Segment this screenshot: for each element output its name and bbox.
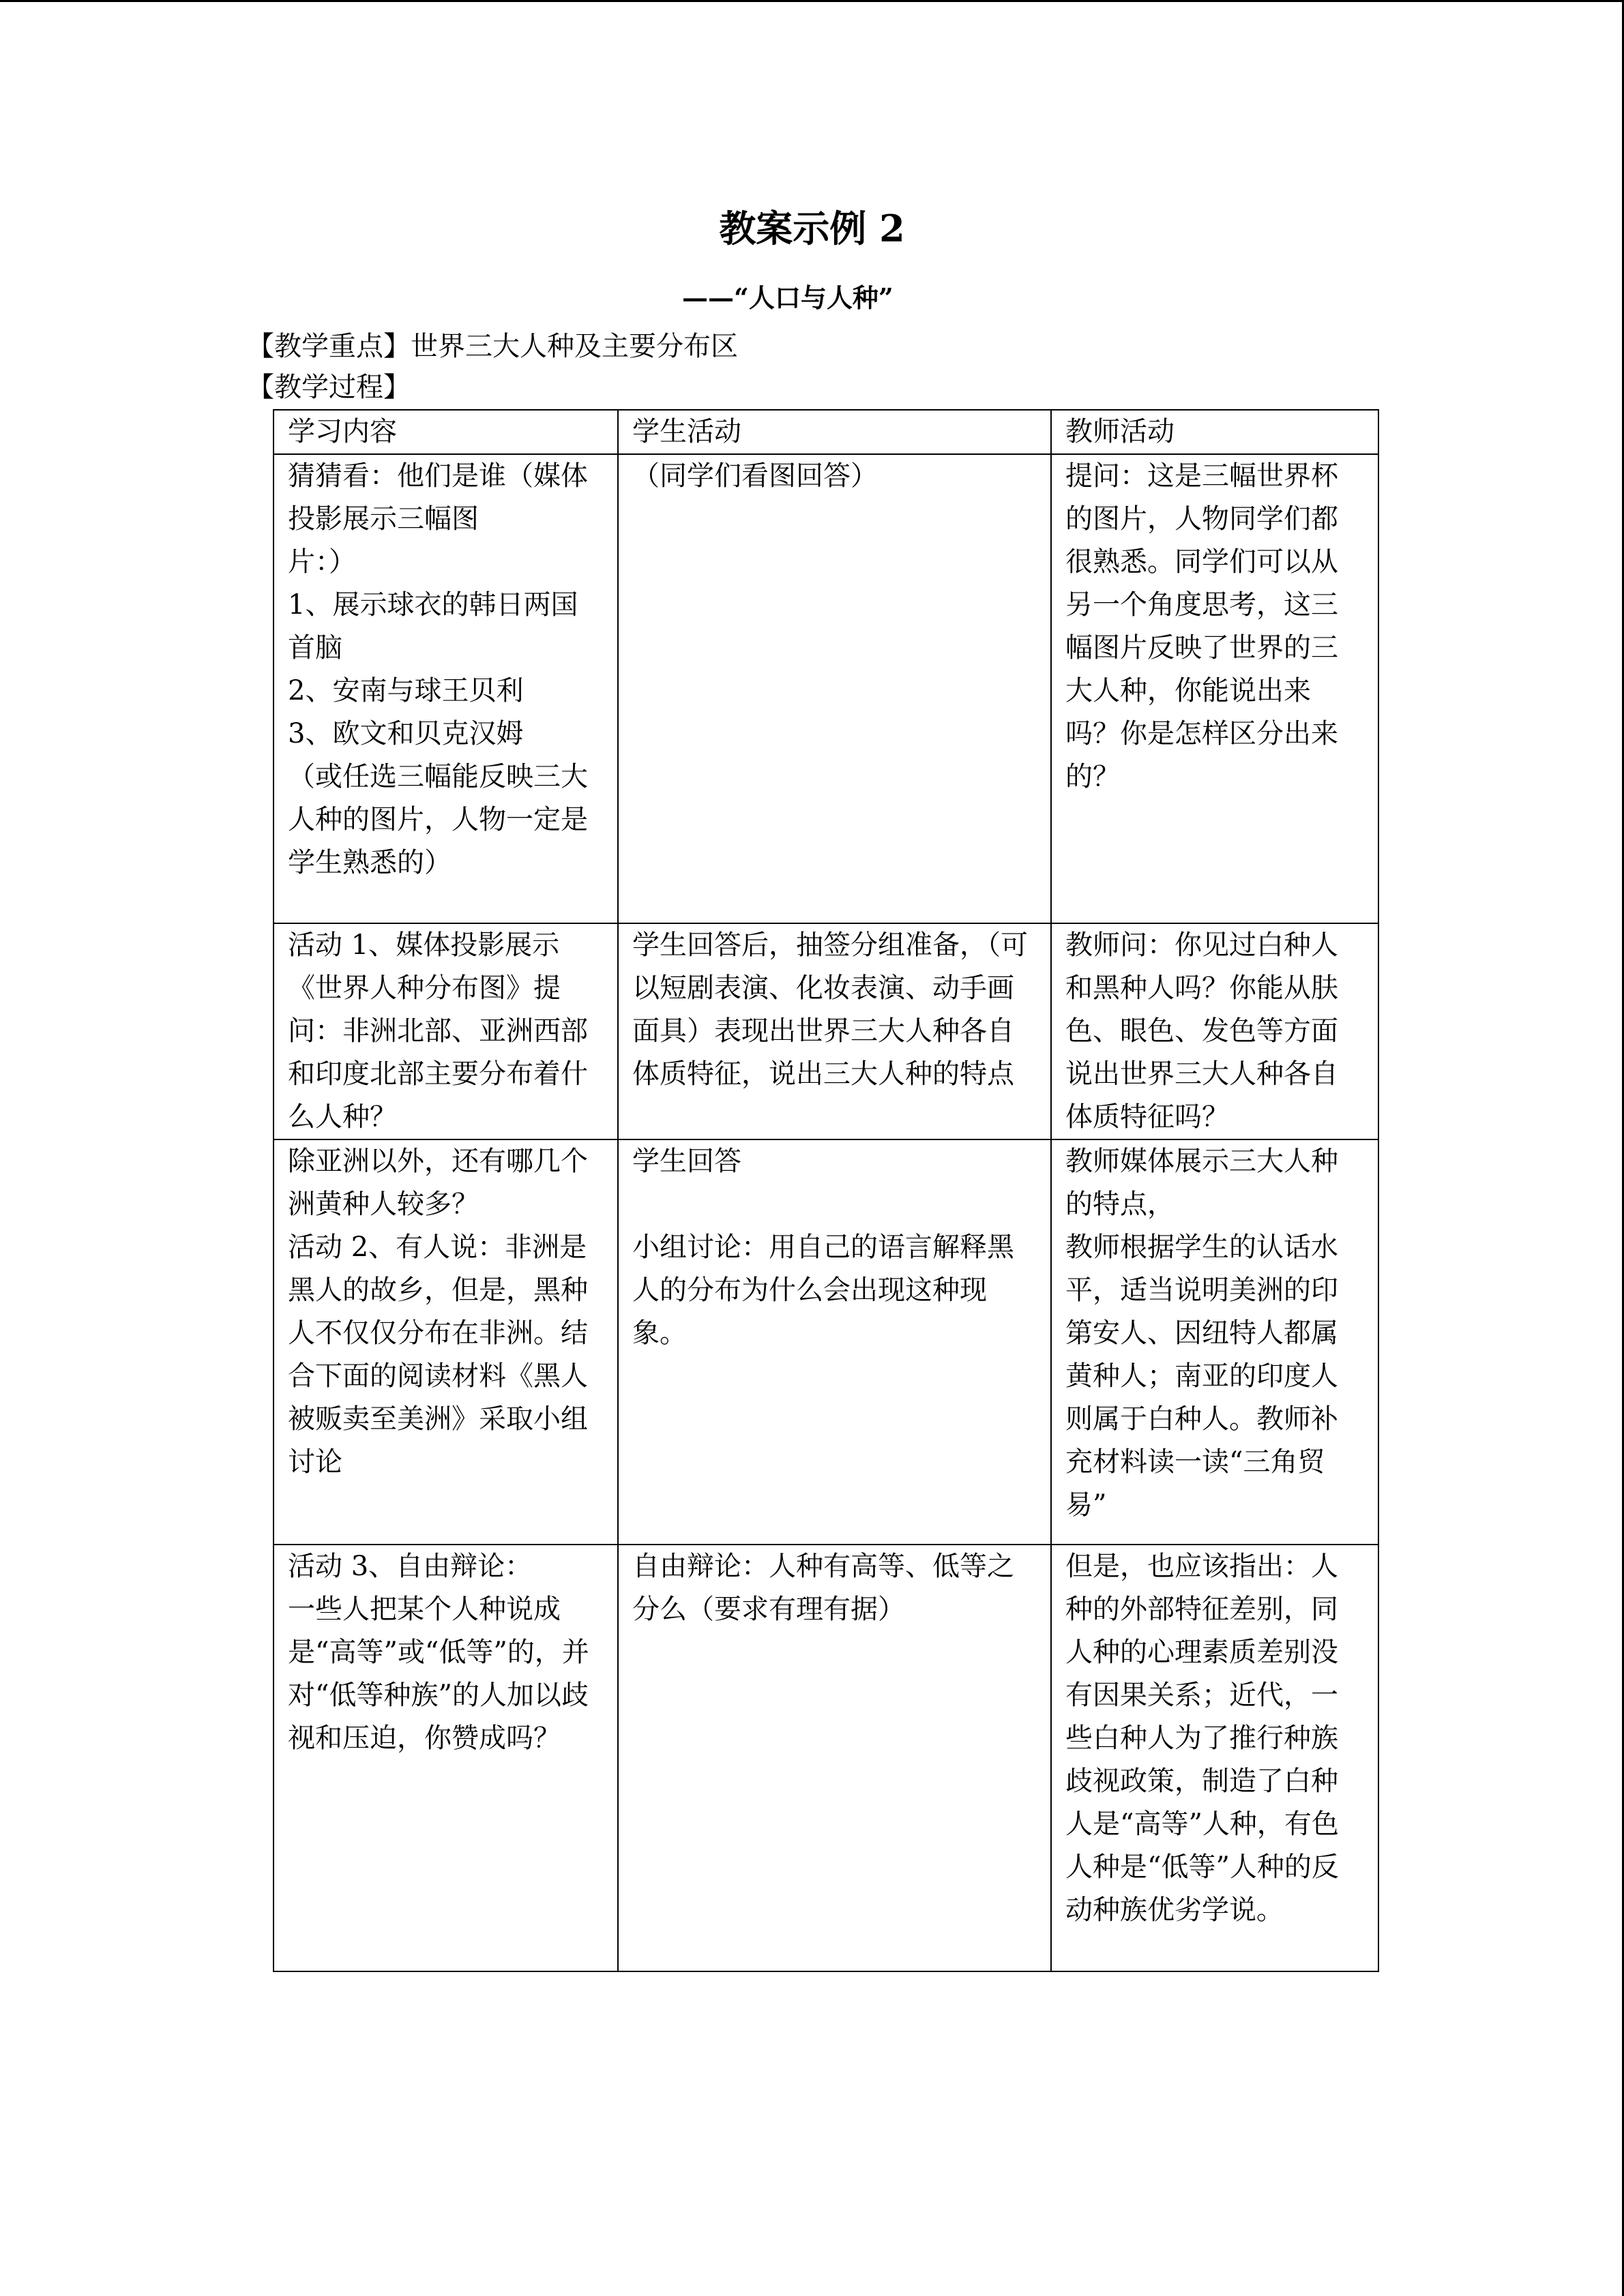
content-cell	[274, 923, 618, 1139]
content-cell	[274, 454, 618, 923]
cell-text: 活动 1、媒体投影展示《世界人种分布图》提问：非洲北部、亚洲西部和印度北部主要分布着什么人种？	[288, 929, 588, 1133]
cell-text: 活动 3、自由辩论：	[288, 1551, 533, 1582]
blank-line	[632, 1183, 1037, 1226]
cell-text: 自由辩论：人种有高等、低等之分么（要求有理有据）	[632, 1551, 1014, 1625]
cell-text: 2、安南与球王贝利	[288, 675, 524, 706]
cell-text: 3、欧文和贝克汉姆	[288, 718, 524, 749]
content-cell	[274, 1545, 618, 1971]
cell-text: 1、展示球衣的韩日两国首脑	[288, 589, 578, 664]
cell-text: 教师根据学生的认话水平，适当说明美洲的印第安人、因纽特人都属黄种人；南亚的印度人则属于白种人。教师补充材料读一读“三角贸易”	[1065, 1232, 1338, 1521]
cell-text: 学生回答后，抽签分组准备，（可以短剧表演、化妆表演、动手画面具）表现出世界三大人种各自体质特征，说出三大人种的特点	[632, 929, 1028, 1090]
cell-text: 学生回答	[632, 1146, 741, 1177]
table-row	[274, 1545, 1378, 1971]
student-cell	[618, 454, 1051, 923]
teacher-cell	[1051, 1545, 1378, 1971]
cell-text: 活动 2、有人说：非洲是黑人的故乡，但是，黑种人不仅仅分布在非洲。结合下面的阅读材料《黑人被贩卖至美洲》采取小组讨论	[288, 1232, 588, 1478]
cell-text: 但是，也应该指出：人种的外部特征差别，同人种的心理素质差别没有因果关系；近代，一些白种人为了推行种族歧视政策，制造了白种人是“高等”人种，有色人种是“低等”人种的反动种族优劣学说。	[1065, 1551, 1339, 1926]
lesson-table	[273, 409, 1379, 1972]
student-cell	[618, 1139, 1051, 1545]
cell-text: 教师问：你见过白种人和黑种人吗？你能从肤色、眼色、发色等方面说出世界三大人种各自体质特征吗？	[1065, 929, 1338, 1133]
cell-text: （同学们看图回答）	[632, 460, 878, 492]
key-point-line: 【教学重点】世界三大人种及主要分布区	[247, 331, 738, 362]
header-content: 学习内容	[274, 410, 618, 454]
header-teacher-activity: 教师活动	[1051, 410, 1378, 454]
cell-text: 提问：这是三幅世界杯的图片，人物同学们都很熟悉。同学们可以从另一个角度思考，这三幅图片反映了世界的三大人种，你能说出来吗？你是怎样区分出来的？	[1065, 460, 1338, 792]
teacher-cell	[1051, 1139, 1378, 1545]
teacher-cell	[1051, 923, 1378, 1139]
cell-text: 一些人把某个人种说成是“高等”或“低等”的，并对“低等种族”的人加以歧视和压迫，你赞成吗？	[288, 1594, 589, 1754]
cell-text: 片：）	[288, 546, 356, 578]
table-row	[274, 1139, 1378, 1545]
table-row	[274, 454, 1378, 923]
cell-text: 教师媒体展示三大人种的特点，	[1065, 1146, 1338, 1220]
cell-text: （或任选三幅能反映三大人种的图片，人物一定是学生熟悉的）	[288, 761, 588, 878]
teacher-cell	[1051, 454, 1378, 923]
table-row	[274, 923, 1378, 1139]
cell-text: 小组讨论：用自己的语言解释黑人的分布为什么会出现这种现象。	[632, 1232, 1014, 1349]
table-header-row	[274, 410, 1378, 454]
cell-text: 猜猜看：他们是谁（媒体投影展示三幅图	[288, 460, 588, 535]
document-subtitle: ——“人口与人种”	[682, 282, 894, 313]
content-cell	[274, 1139, 618, 1545]
student-cell	[618, 923, 1051, 1139]
top-border-line	[0, 0, 1624, 2]
header-student-activity: 学生活动	[618, 410, 1051, 454]
student-cell	[618, 1545, 1051, 1971]
process-label: 【教学过程】	[247, 372, 411, 403]
cell-text: 除亚洲以外，还有哪几个洲黄种人较多？	[288, 1146, 588, 1220]
document-title: 教案示例 2	[719, 207, 905, 250]
